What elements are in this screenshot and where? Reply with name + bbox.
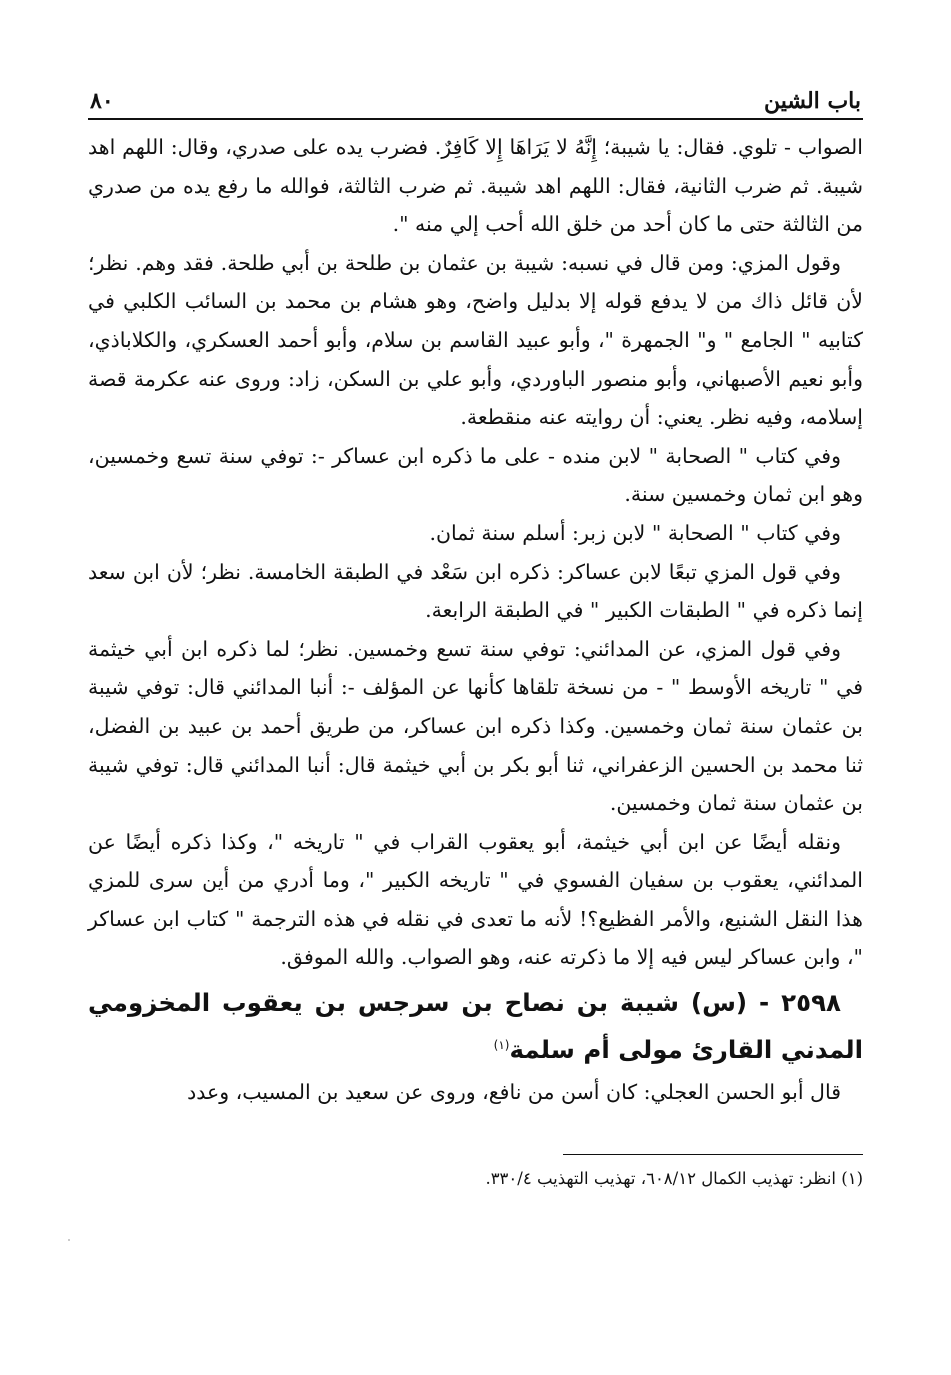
body-text (88, 128, 863, 1112)
paragraph-2: وقول المزي: ومن قال في نسبه: شيبة بن عثمان بن طلحة بن أبي طلحة. فقد وهم. نظر؛ لأن قائل ذاك من لا يدفع قوله إلا بدليل واضح، وهو هشام بن محمد بن السائب الكلبي في كتابيه " الجامع " و" الجمهرة "، وأبو عبيد القاسم بن سلام، وأبو أحمد العسكري، والكلاباذي، وأبو نعيم الأصبهاني، وأبو منصور الباوردي، وأبو علي بن السكن، زاد: وروى عنه عكرمة قصة إسلامه، وفيه نظر. يعني: أن روايته عنه منقطعة. (88, 250, 863, 430)
chapter-title: باب الشين (763, 88, 861, 114)
page-number: ٨٠ (90, 88, 114, 114)
entry-first-line: قال أبو الحسن العجلي: كان أسن من نافع، وروى عن سعيد بن المسيب، وعدد (187, 1080, 841, 1105)
footnote: (١) انظر: تهذيب الكمال ٦٠٨/١٢، تهذيب التهذيب ٣٣٠/٤. (485, 1168, 863, 1188)
footnote-marker: (١) (493, 1037, 510, 1052)
margin-speck (68, 1239, 70, 1241)
paragraph-7: ونقله أيضًا عن ابن أبي خيثمة، أبو يعقوب القراب في " تاريخه "، وكذا ذكره أيضًا عن المدائني، يعقوب بن سفيان الفسوي في " تاريخه الكبير "، وما أدري من أين سرى للمزي هذا النقل الشنيع، والأمر الفظيع؟! لأنه ما تعدى في نقله في هذه الترجمة " كتاب ابن عساكر "، وابن عساكر ليس فيه إلا ما ذكرته عنه، وهو الصواب. والله الموفق. (88, 829, 863, 970)
entry-heading-text: ٢٥٩٨ - (س) شيبة بن نصاح بن سرجس بن يعقوب المخزومي المدني القارئ مولى أم سلمة (88, 988, 863, 1065)
paragraph-6: وفي قول المزي، عن المدائني: توفي سنة تسع وخمسين. نظر؛ لما ذكره ابن أبي خيثمة في " تاريخه الأوسط " - من نسخة تلقاها كأنها عن المؤلف -: أنبا المدائني قال: توفي شيبة بن عثمان سنة ثمان وخمسين. وكذا ذكره ابن عساكر، من طريق أحمد بن عبيد بن الفضل، ثنا محمد بن الحسين الزعفراني، ثنا أبو بكر بن أبي خيثمة قال: أنبا المدائني قال: توفي شيبة بن عثمان سنة ثمان وخمسين. (88, 636, 863, 816)
entry-heading (88, 979, 863, 1073)
paragraph-1: الصواب - تلوي. فقال: يا شيبة؛ إِنَّهُ لا يَرَاهَا إِلا كَافِرٌ. فضرب يده على صدري، وقال: اللهم اهد شيبة. ثم ضرب الثانية، فقال: اللهم اهد شيبة. ثم ضرب الثالثة، فوالله ما رفع يده من صدري من الثالثة حتى ما كان أحد من خلق الله أحب إلي منه ". (88, 135, 863, 237)
paragraph-3: وفي كتاب " الصحابة " لابن منده - على ما ذكره ابن عساكر -: توفي سنة تسع وخمسين، وهو ابن ثمان وخمسين سنة. (88, 443, 863, 507)
header-rule (88, 118, 863, 120)
document-page (88, 78, 863, 1193)
footnote-rule (563, 1154, 863, 1155)
paragraph-4: وفي كتاب " الصحابة " لابن زبر: أسلم سنة ثمان. (429, 520, 841, 545)
paragraph-5: وفي قول المزي تبعًا لابن عساكر: ذكره ابن سَعْد في الطبقة الخامسة. نظر؛ لأن ابن سعد إنما ذكره في " الطبقات الكبير " في الطبقة الرابعة. (88, 559, 863, 623)
running-head (88, 78, 863, 118)
